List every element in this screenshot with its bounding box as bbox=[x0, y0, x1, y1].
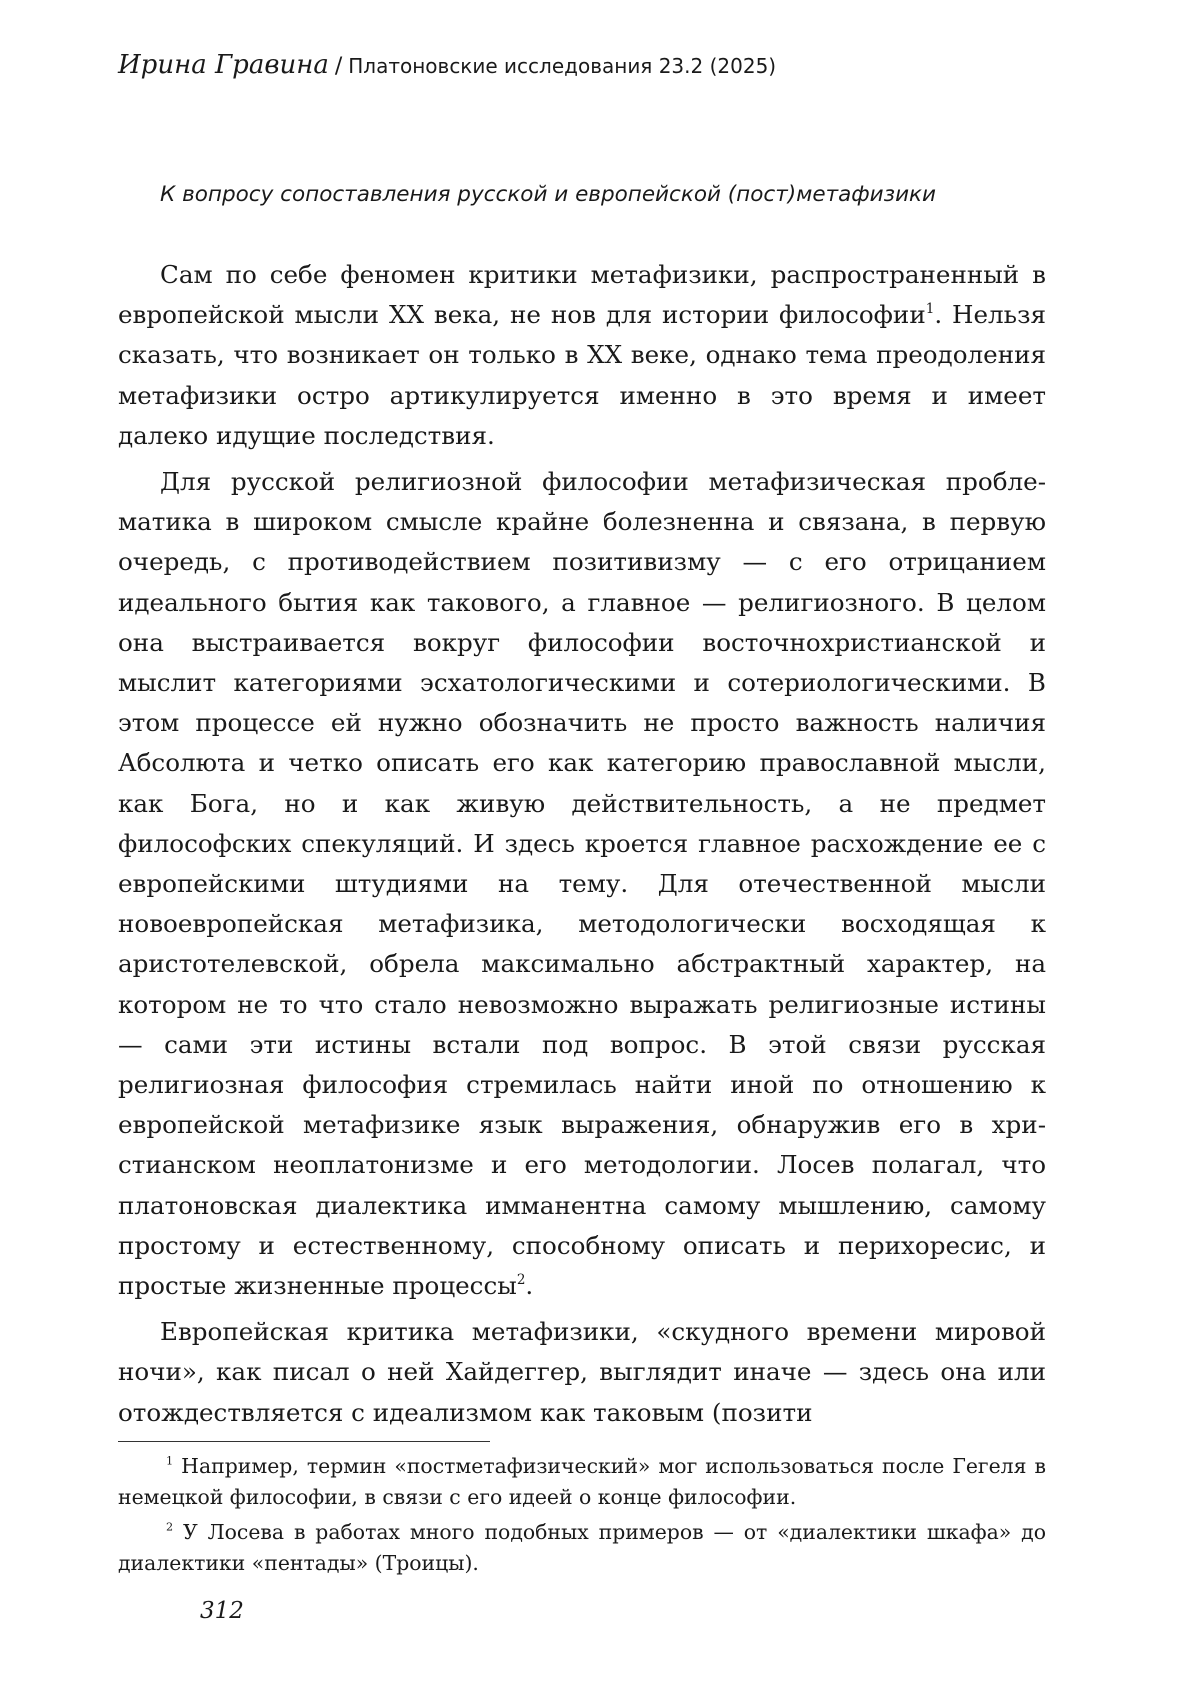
footnote-text: Например, термин «постметафизический» мог использоваться после Гегеля в немецкой философии, в связи с его идеей о конце философии. bbox=[118, 1454, 1046, 1509]
footnote-1 bbox=[118, 1451, 1046, 1513]
footnote-text: У Лосева в работах много подобных примеров — от «диалектики шкафа» до диалектики «пентады» (Троицы). bbox=[118, 1520, 1046, 1575]
paragraph-1 bbox=[118, 255, 1046, 456]
body-text bbox=[118, 255, 1046, 1439]
paragraph-2 bbox=[118, 462, 1046, 1306]
running-head-journal: Платоновские исследования 23.2 (2025) bbox=[348, 54, 777, 78]
running-head-separator: / bbox=[334, 54, 343, 79]
page-number: 312 bbox=[200, 1598, 244, 1624]
paragraph-text: Сам по себе феномен критики метафизики, распространенный в европейской мысли XX века, не нов для истории философии bbox=[118, 260, 1046, 330]
footnote-ref-2[interactable]: 2 bbox=[516, 1271, 526, 1288]
running-head-author: Ирина Гравина bbox=[118, 50, 329, 80]
paragraph-3 bbox=[118, 1312, 1046, 1433]
footnotes bbox=[118, 1451, 1046, 1583]
footnote-ref-1[interactable]: 1 bbox=[925, 301, 935, 318]
paragraph-text: Для русской религиозной философии метафизическая проблематика в широком смысле крайне болезненна и связана, в первую очередь, с противодействием позитивизму — с его отрицанием идеального бытия как такового, а главное — религиозного. В целом она выстраивается вокруг философии восточнохристианской и мыслит категориями эсхатологическими и сотериологическими. В этом процессе ей нужно обозначить не просто важность наличия Абсолюта и четко описать его как категорию православной мысли, как Бога, но и как живую действительность, а не предмет философских спекуляций. И здесь кроется главное расхождение ее с европейскими штудиями на тему. Для отечественной мысли новоевропейская метафизика, методологически восходящая к аристотелевской, обрела максимально абстрактный характер, на котором не то что стало невозможно выражать религиозные истины — сами эти истины встали под вопрос. В этой связи русская религиозная философия стремилась найти иной по отношению к европейской метафизике язык выражения, обнаружив его в христианском неоплатонизме и его методологии. Лосев полагал, что платоновская диалектика имманентна самому мышлению, самому простому и естественному, способному описать и перихоресис, и простые жизненные процессы bbox=[118, 467, 1046, 1301]
paragraph-text: . bbox=[525, 1271, 534, 1301]
footnote-2 bbox=[118, 1517, 1046, 1579]
section-title: К вопросу сопоставления русской и европейской (пост)метафизики bbox=[160, 182, 936, 207]
footnote-marker-2: 2 bbox=[166, 1520, 174, 1534]
running-head bbox=[118, 50, 776, 80]
footnote-divider bbox=[118, 1441, 490, 1442]
paragraph-text: Европейская критика метафизики, «скудного времени мировой ночи», как писал о ней Хайдеггер, выглядит иначе — здесь она или отождествляется с идеализмом как таковым (позити bbox=[118, 1317, 1046, 1427]
footnote-marker-1: 1 bbox=[166, 1454, 174, 1468]
paragraph-text: . Нельзя сказать, что возникает он только в XX веке, однако тема преодоления метафизики остро артикулируется именно в это время и имеет далеко идущие последствия. bbox=[118, 300, 1046, 450]
